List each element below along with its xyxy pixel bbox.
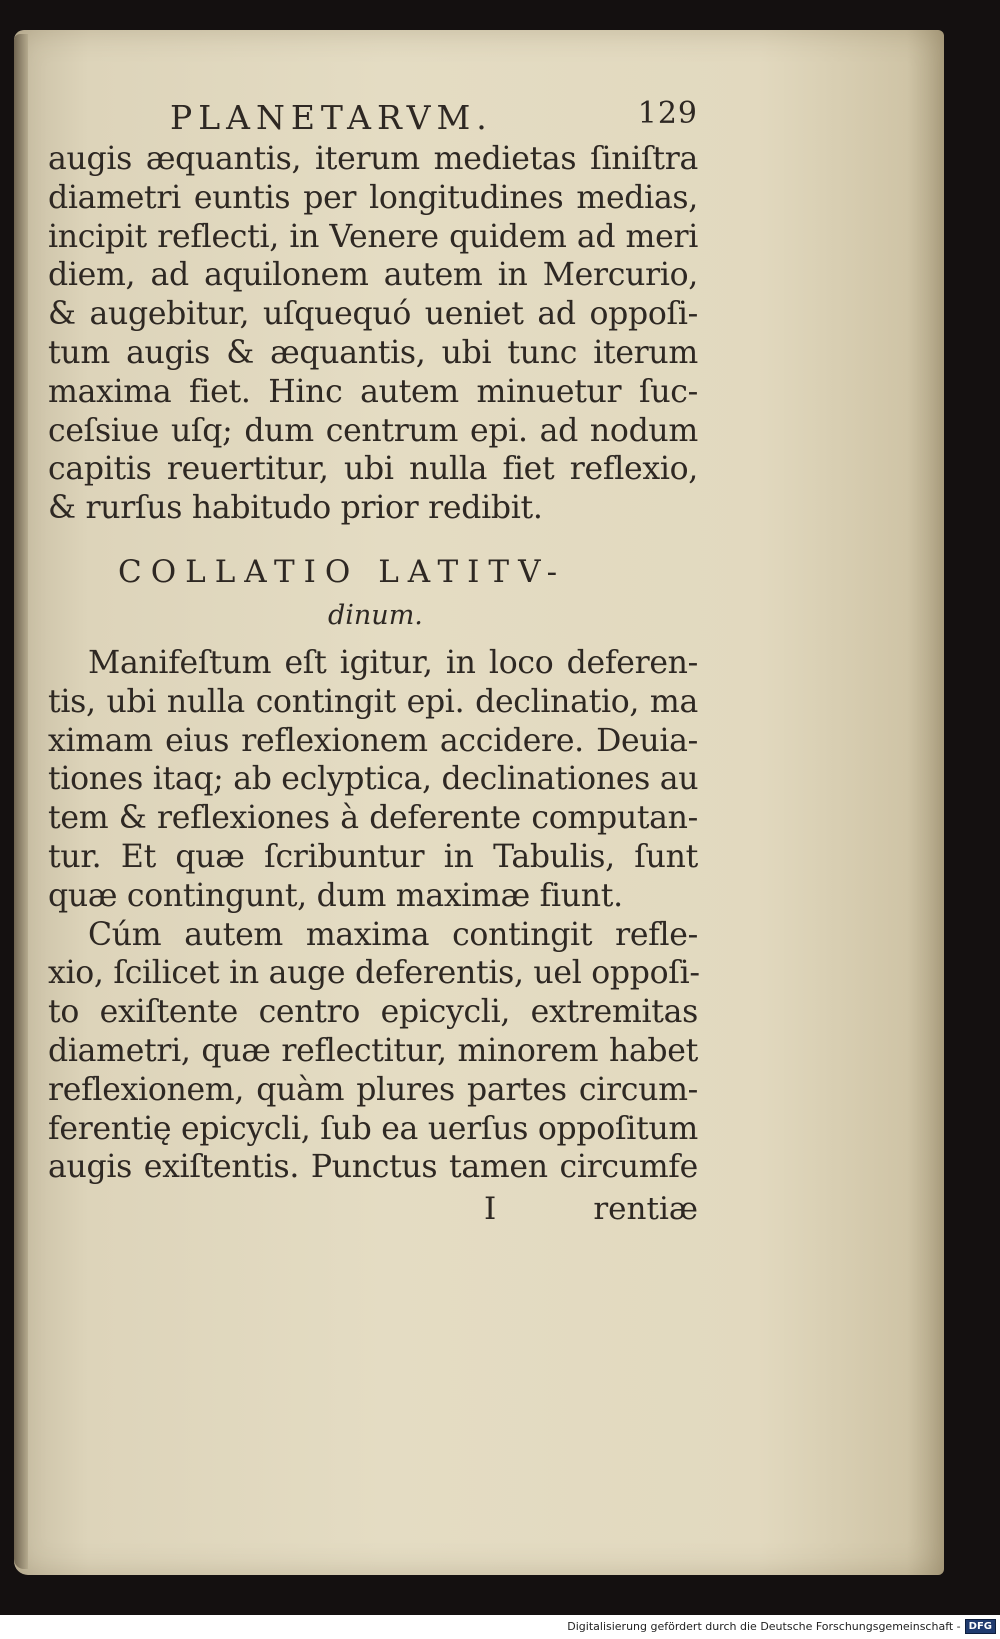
text-line: to exiſtente centro epicycli, extremitas (48, 994, 698, 1031)
text-line: ferentię epicycli, ſub ea uerſus oppoſitum (48, 1110, 698, 1147)
text-line: tis, ubi nulla contingit epi. declinatio, ma (48, 683, 698, 720)
catchline (48, 1191, 698, 1231)
section-subtitle: dinum. (328, 599, 423, 631)
paragraph-3 (48, 916, 698, 1188)
text-line: tiones itaq; ab eclyptica, declinationes au (48, 761, 699, 798)
text-line: tur. Et quæ ſcribuntur in Tabulis, ſunt (48, 838, 698, 875)
footer-credit (567, 1617, 996, 1635)
text-line: capitis reuertitur, ubi nulla fiet reflexio, (48, 451, 698, 488)
dfg-logo: DFG (965, 1619, 996, 1634)
text-line: incipit reflecti, in Venere quidem ad meri (48, 218, 698, 255)
page-number: 129 (637, 96, 698, 131)
text-line: diem, ad aquilonem autem in Mercurio, (48, 257, 698, 294)
section-title: COLLATIO LATITV- (118, 553, 567, 590)
text-line: & rurſus habitudo prior redibit. (48, 490, 543, 527)
text-line: ceſsiue uſq; dum centrum epi. ad nodum (48, 412, 698, 449)
text-block (48, 96, 698, 1231)
page-gutter (14, 34, 28, 1569)
text-line: & augebitur, uſquequó ueniet ad oppoſi- (48, 296, 698, 333)
text-line: tum augis & æquantis, ubi tunc iterum (48, 334, 698, 371)
text-line: xio, ſcilicet in auge deferentis, uel oppoſi- (48, 955, 700, 992)
text-line: diametri, quæ reflectitur, minorem habet (48, 1032, 698, 1069)
text-line: diametri euntis per longitudines medias, (48, 179, 698, 216)
text-line: quæ contingunt, dum maximæ fiunt. (48, 877, 623, 914)
paragraph-1 (48, 140, 698, 528)
text-line: reflexionem, quàm plures partes circum- (48, 1071, 698, 1108)
text-line: augis æquantis, iterum medietas ſiniſtra (48, 141, 698, 177)
text-line: tem & reflexiones à deferente computan- (48, 800, 698, 837)
signature-mark: I (484, 1191, 497, 1228)
text-line: Cúm autem maxima contingit refle- (88, 916, 698, 953)
text-line: maxima fiet. Hinc autem minuetur ſuc- (48, 373, 698, 410)
text-line: ximam eius reflexionem accidere. Deuia- (48, 722, 698, 759)
text-line: augis exiſtentis. Punctus tamen circumfe (48, 1149, 698, 1186)
running-head-title: PLANETARVM. (170, 98, 493, 137)
text-line: Manifeſtum eſt igitur, in loco deferen- (88, 644, 698, 681)
footer-text: Digitalisierung gefördert durch die Deutsche Forschungsgemeinschaft - (567, 1619, 961, 1633)
paragraph-2 (48, 644, 698, 916)
catchword: rentiæ (593, 1191, 698, 1228)
running-head (48, 96, 698, 140)
